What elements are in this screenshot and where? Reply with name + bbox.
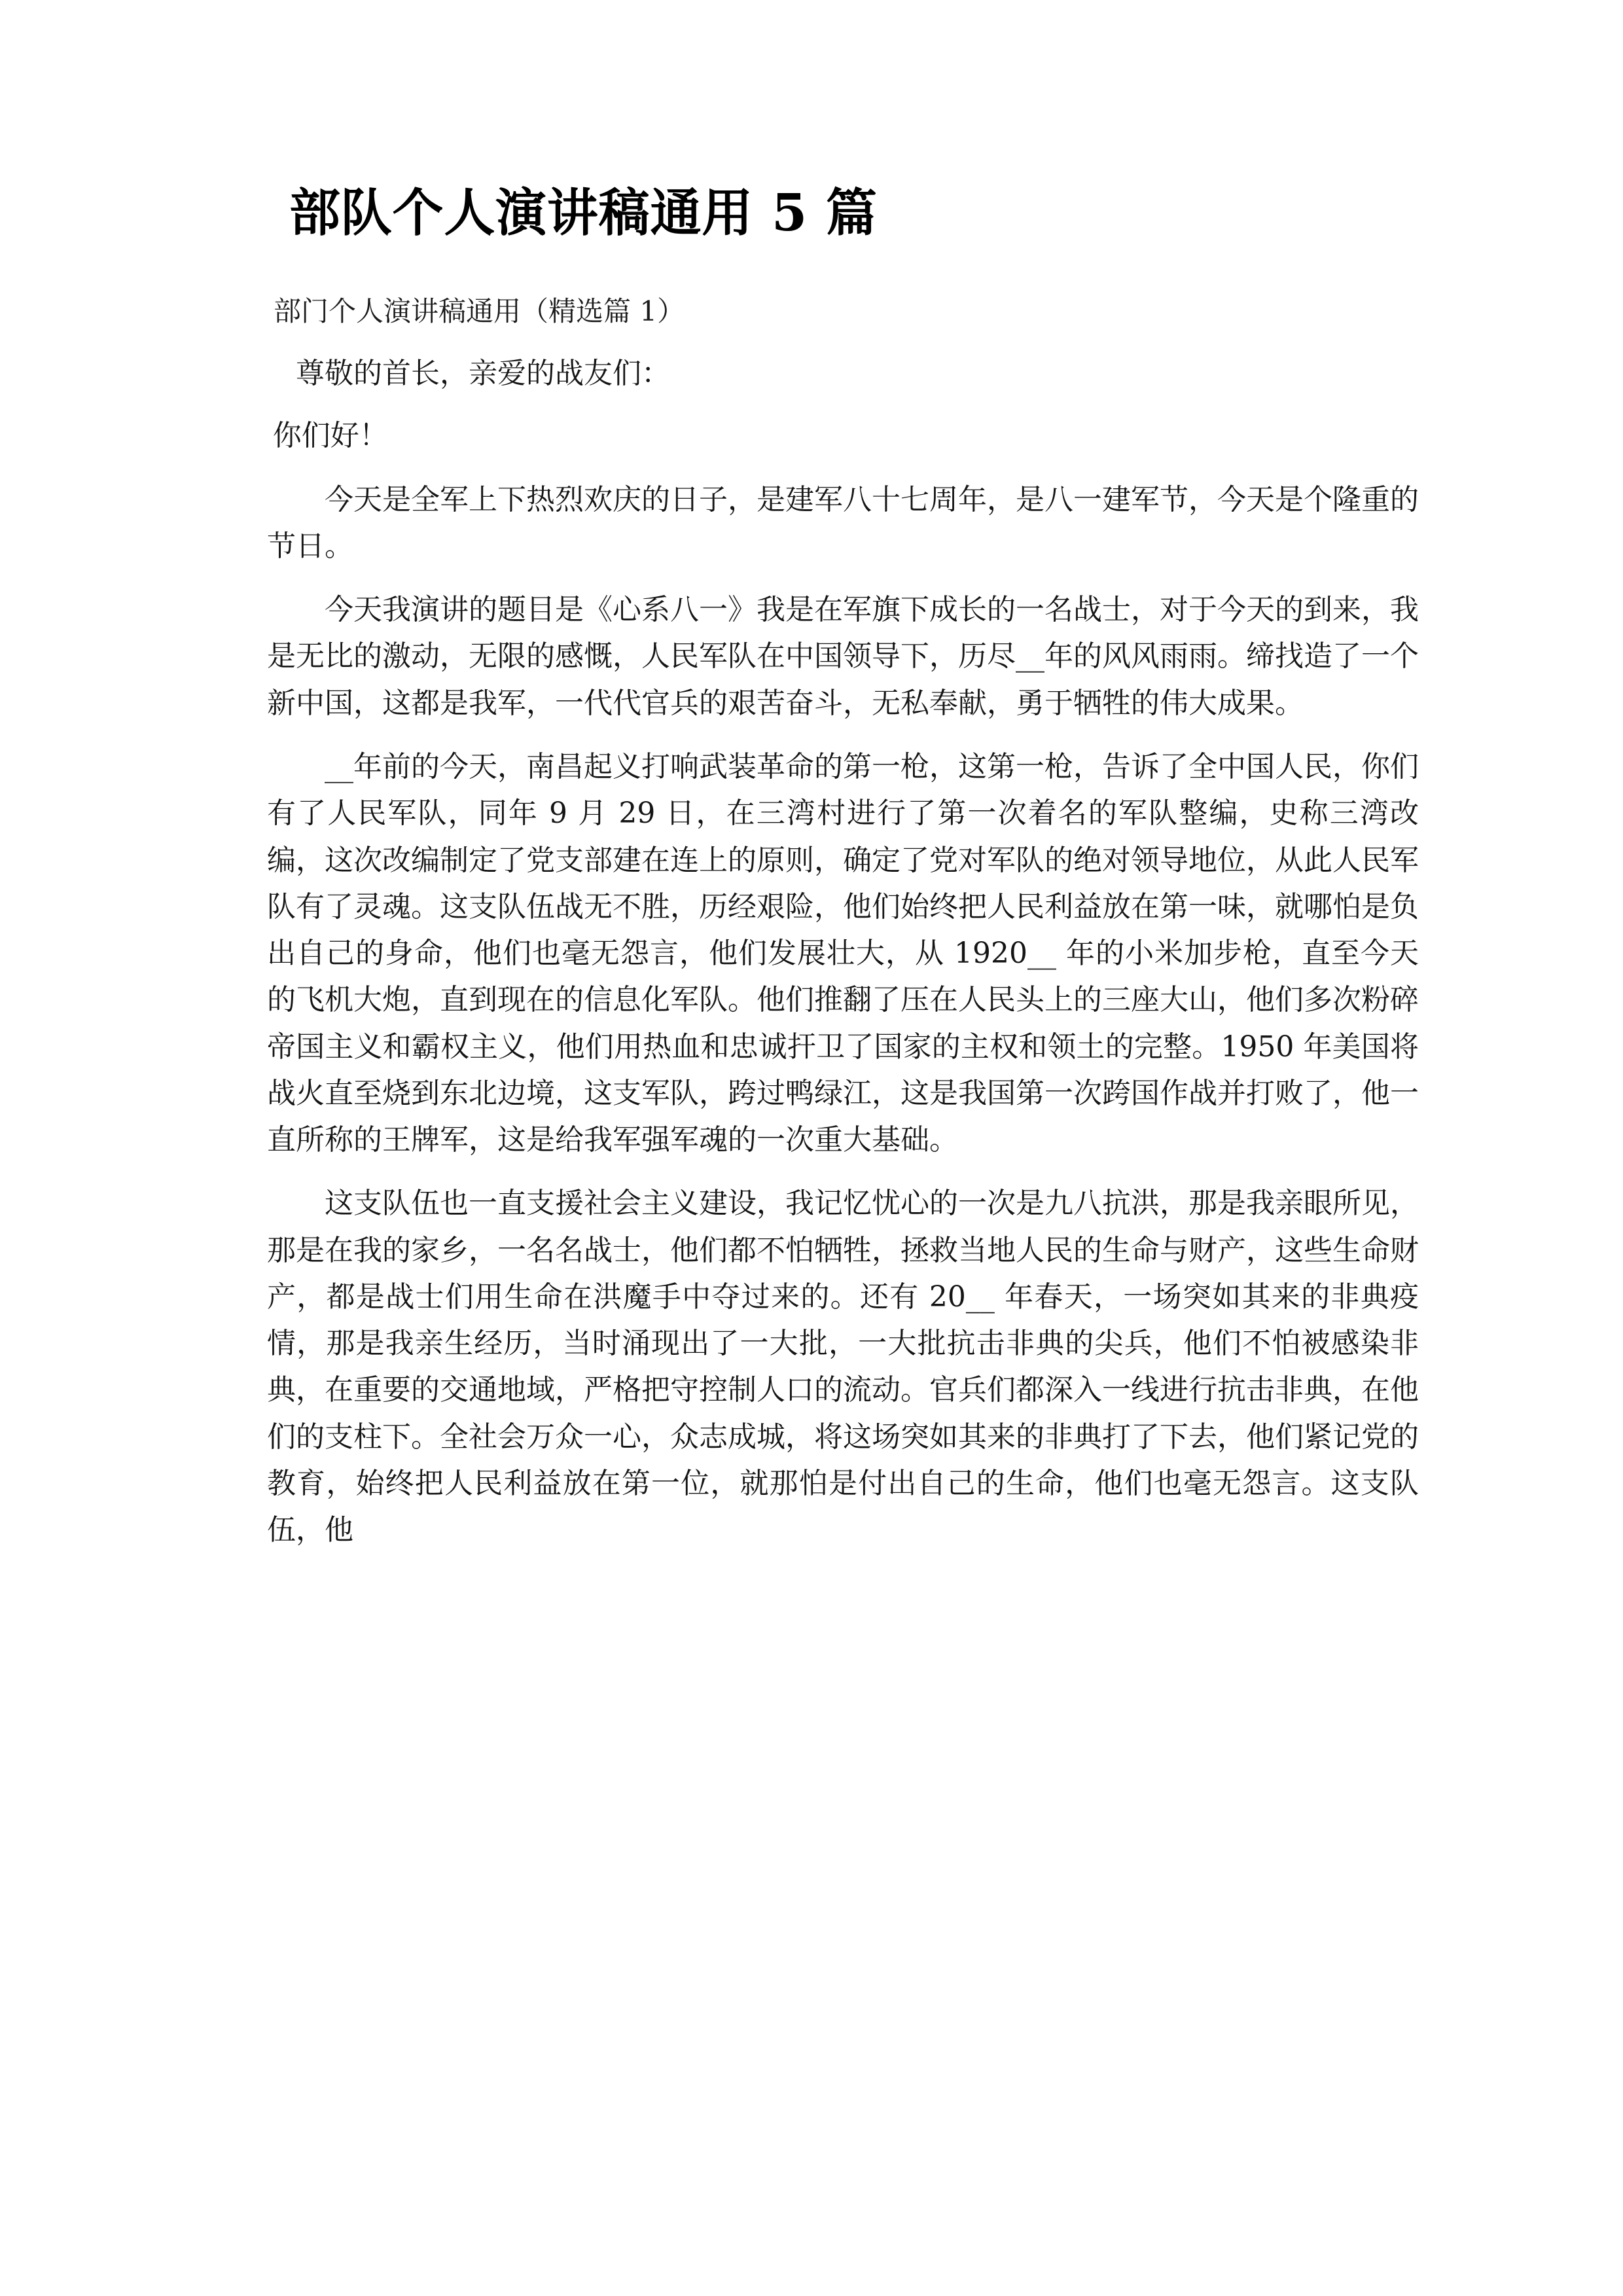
body-paragraph-2: 今天我演讲的题目是《心系八一》我是在军旗下成长的一名战士，对于今天的到来，我是无比的激动，无限的感慨，人民军队在中国领导下，历尽__年的风风雨雨。缔找造了一个新中国，这都是我军，一代代官兵的艰苦奋斗，无私奉献，勇于牺牲的伟大成果。 xyxy=(267,593,1419,720)
body-paragraph-4: 这支队伍也一直支援社会主义建设，我记忆忧心的一次是九八抗洪，那是我亲眼所见，那是在我的家乡，一名名战士，他们都不怕牺牲，拯救当地人民的生命与财产，这些生命财产，都是战士们用生命在洪魔手中夺过来的。还有 20__ 年春天，一场突如其来的非典疫情，那是我亲生经历，当时涌现出了一大批，一大批抗击非典的尖兵，他们不怕被感染非典，在重要的交通地域，严格把守控制人口的流动。官兵们都深入一线进行抗击非典，在他们的支柱下。全社会万众一心，众志成城，将这场突如其来的非典打了下去，他们紧记党的教育，始终把人民利益放在第一位，就那怕是付出自己的生命，他们也毫无怨言。这支队伍，他 xyxy=(267,1187,1419,1547)
page-content-column xyxy=(267,0,1419,1554)
section-heading: 部门个人演讲稿通用（精选篇 1） xyxy=(274,295,685,328)
body-paragraph-1: 今天是全军上下热烈欢庆的日子，是建军八十七周年，是八一建军节，今天是个隆重的节日。 xyxy=(267,482,1419,563)
salutation-line: 尊敬的首长，亲爱的战友们： xyxy=(296,357,670,391)
body-paragraph-3: __年前的今天，南昌起义打响武装革命的第一枪，这第一枪，告诉了全中国人民，你们有了人民军队，同年 9 月 29 日，在三湾村进行了第一次着名的军队整编，史称三湾改编，这次改编制定了党支部建在连上的原则，确定了党对军队的绝对领导地位，从此人民军队有了灵魂。这支队伍战无不胜，历经艰险，他们始终把人民利益放在第一味，就哪怕是负出自己的身命，他们也毫无怨言，他们发展壮大，从 1920__ 年的小米加步枪，直至今天的飞机大炮，直到现在的信息化军队。他们推翻了压在人民头上的三座大山，他们多次粉碎帝国主义和霸权主义，他们用热血和忠诚扞卫了国家的主权和领土的完整。1950 年美国将战火直至烧到东北边境，这支军队，跨过鸭绿江，这是我国第一次跨国作战并打败了，他一直所称的王牌军，这是给我军强军魂的一次重大基础。 xyxy=(267,750,1419,1157)
page-title: 部队个人演讲稿通用 5 篇 xyxy=(289,183,878,243)
greeting-line: 你们好！ xyxy=(272,419,388,453)
